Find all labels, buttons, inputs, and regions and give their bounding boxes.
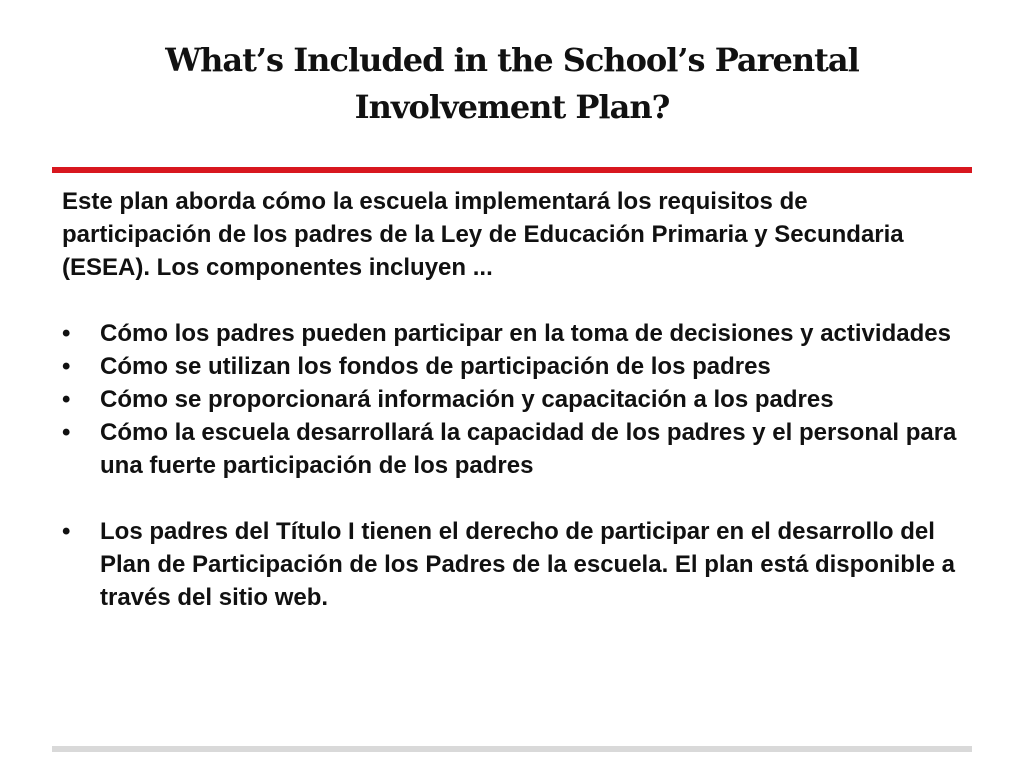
list-item-text: Cómo la escuela desarrollará la capacidad de los padres y el personal para una fuerte participación de los padres — [100, 419, 957, 479]
bullet-marker: • — [62, 518, 71, 545]
bullet-marker: • — [62, 320, 71, 347]
list-item — [62, 416, 962, 482]
bullet-marker: • — [62, 419, 71, 446]
list-item — [62, 350, 962, 383]
list-item-text: Cómo se proporcionará información y capacitación a los padres — [100, 386, 834, 413]
bullet-marker: • — [62, 386, 71, 413]
spacer — [62, 482, 962, 515]
list-item — [62, 515, 962, 614]
intro-paragraph: Este plan aborda cómo la escuela implementará los requisitos de participación de los padres de la Ley de Educación Primaria y Secundaria (ESEA). Los componentes incluyen ... — [62, 188, 904, 281]
slide-title — [100, 37, 924, 131]
component-list — [62, 317, 962, 482]
title-line-1: What’s Included in the School’s Parental — [165, 41, 859, 79]
rights-list — [62, 515, 962, 614]
list-item-text: Los padres del Título I tienen el derecho de participar en el desarrollo del Plan de Participación de los Padres de la escuela. El plan está disponible a través del sitio web. — [100, 518, 955, 611]
bullet-marker: • — [62, 353, 71, 380]
footer-divider — [52, 746, 972, 752]
title-line-2: Involvement Plan? — [354, 88, 670, 126]
slide-body — [62, 185, 962, 614]
list-item — [62, 317, 962, 350]
title-divider — [52, 167, 972, 173]
list-item-text: Cómo se utilizan los fondos de participación de los padres — [100, 353, 771, 380]
list-item — [62, 383, 962, 416]
spacer — [62, 284, 962, 317]
list-item-text: Cómo los padres pueden participar en la toma de decisiones y actividades — [100, 320, 951, 347]
